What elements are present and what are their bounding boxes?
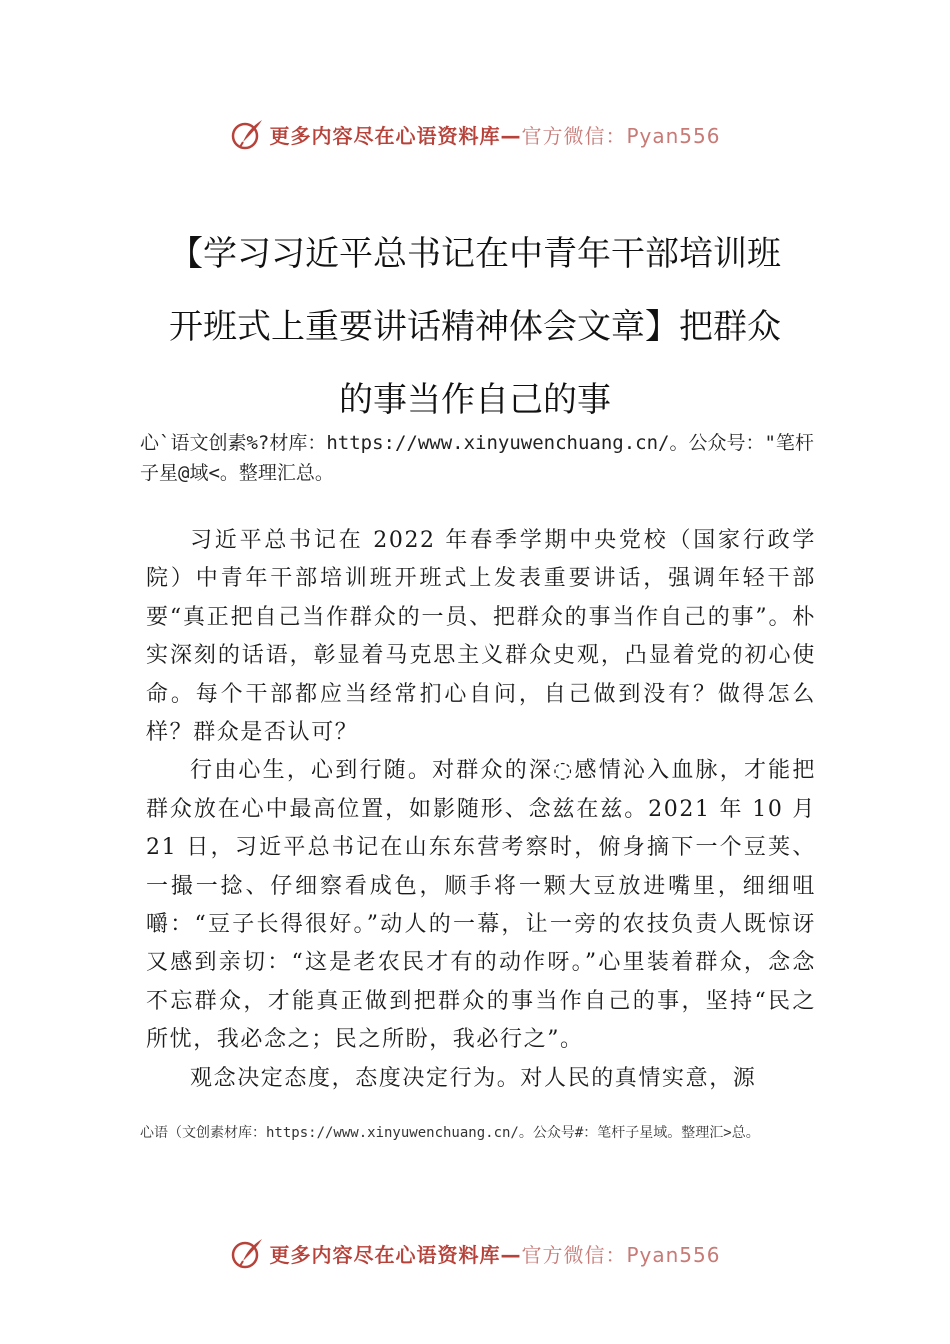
quill-logo-icon (229, 116, 265, 152)
footer-note: 心语（文创素材库：https://www.xinyuwenchuang.cn/。公众号#：笔杆子星域。整理汇>总。 (140, 1125, 760, 1141)
header-banner (0, 114, 950, 154)
article-body (146, 522, 816, 1098)
title-line-1: 【学习习近平总书记在中青年干部培训班 (169, 234, 781, 274)
title-line-2: 开班式上重要讲话精神体会文章】把群众 (169, 307, 781, 347)
banner-text: 更多内容尽在心语资料库—官方微信：Pyan556 (269, 123, 721, 148)
banner-text: 更多内容尽在心语资料库—官方微信：Pyan556 (269, 1242, 721, 1267)
title-line-3: 的事当作自己的事 (339, 380, 611, 420)
source-note: 心`语文创素%?材库：https://www.xinyuwenchuang.cn/。公众号："笔杆子星@域<。整理汇总。 (140, 432, 814, 484)
document-title (140, 218, 810, 437)
paragraph-1: 习近平总书记在 2022 年春季学期中央党校（国家行政学院）中青年干部培训班开班式上发表重要讲话，强调年轻干部要“真正把自己当作群众的一员、把群众的事当作自己的事”。朴实深刻的话语，彰显着马克思主义群众史观，凸显着党的初心使命。每个干部都应当经常扪心自问，自己做到没有？做得怎么样？群众是否认可？ (146, 528, 816, 746)
footer-banner (0, 1233, 950, 1273)
paragraph-3: 观念决定态度，态度决定行为。对人民的真情实意，源 (190, 1065, 757, 1091)
quill-logo-icon (229, 1235, 265, 1271)
paragraph-2: 行由心生，心到行随。对群众的深◌感情沁入血脉，才能把群众放在心中最高位置，如影随形、念兹在兹。2021 年 10 月 21 日，习近平总书记在山东东营考察时，俯身摘下一个豆荚、一撮一捻、仔细察看成色，顺手将一颗大豆放进嘴里，细细咀嚼：“豆子长得很好。”动人的一幕，让一旁的农技负责人既惊讶又感到亲切：“这是老农民才有的动作呀。”心里装着群众，念念不忘群众，才能真正做到把群众的事当作自己的事，坚持“民之所忧，我必念之；民之所盼，我必行之”。 (146, 758, 816, 1053)
